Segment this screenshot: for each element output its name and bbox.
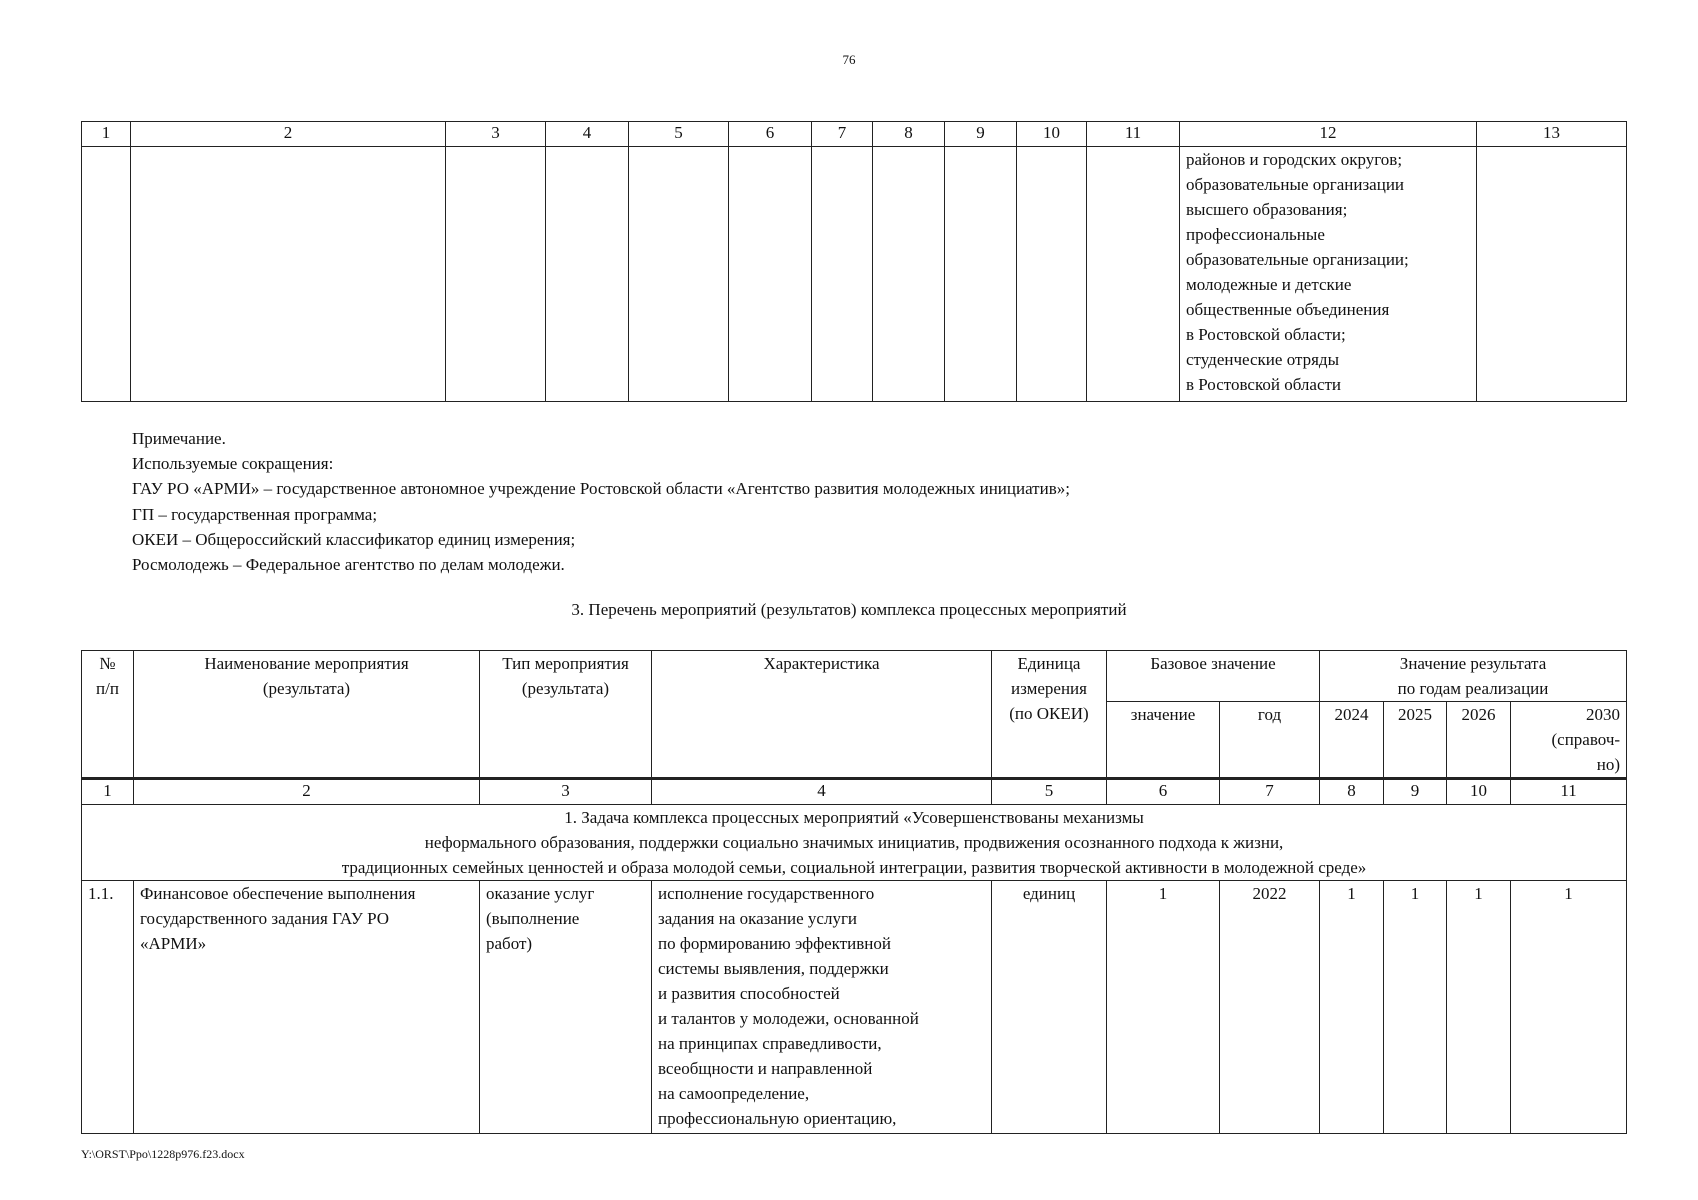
header-cell: 11 <box>1087 122 1180 147</box>
header-result: Значение результата по годам реализации <box>1320 651 1627 702</box>
row-name: Финансовое обеспечение выполнения государственного задания ГАУ РО «АРМИ» <box>134 881 480 1134</box>
participant-line: в Ростовской области <box>1186 375 1342 394</box>
column-number: 2 <box>134 779 480 805</box>
header-type: Тип мероприятия (результата) <box>480 651 652 779</box>
participant-line: районов и городских округов; <box>1186 150 1403 169</box>
row-num: 1.1. <box>82 881 134 1134</box>
header-cell: 5 <box>629 122 729 147</box>
header-2030: 2030 (справоч- но) <box>1511 702 1627 779</box>
row-2030: 1 <box>1511 881 1627 1134</box>
column-number-row <box>82 779 1627 805</box>
row-characteristic: исполнение государственного задания на оказание услуги по формированию эффективной системы выявления, поддержки и развития способностей и талантов у молодежи, основанной на принципах справедливости, всеобщности и направленной на самоопределение, профессиональную ориентацию, <box>652 881 992 1134</box>
header-2024: 2024 <box>1320 702 1384 779</box>
continuation-table <box>81 121 1627 402</box>
header-base-year: год <box>1220 702 1320 779</box>
row-base-value: 1 <box>1107 881 1220 1134</box>
participant-line: в Ростовской области; <box>1186 325 1346 344</box>
participant-line: образовательные организации; <box>1186 250 1409 269</box>
column-number: 8 <box>1320 779 1384 805</box>
column-number: 7 <box>1220 779 1320 805</box>
header-cell: 12 <box>1180 122 1477 147</box>
note-line: ГАУ РО «АРМИ» – государственное автономное учреждение Ростовской области «Агентство развития молодежных инициатив»; <box>132 479 1070 499</box>
table-row <box>82 881 1627 1134</box>
column-number: 4 <box>652 779 992 805</box>
header-2026: 2026 <box>1447 702 1511 779</box>
row-2025: 1 <box>1384 881 1447 1134</box>
table-header-row <box>82 122 1627 147</box>
column-number: 5 <box>992 779 1107 805</box>
note-line: Примечание. <box>132 429 226 448</box>
column-number: 9 <box>1384 779 1447 805</box>
participant-line: высшего образования; <box>1186 200 1348 219</box>
header-characteristic: Характеристика <box>652 651 992 779</box>
note-line: Используемые сокращения: <box>132 454 334 474</box>
header-2025: 2025 <box>1384 702 1447 779</box>
row-base-year: 2022 <box>1220 881 1320 1134</box>
note-line: ГП – государственная программа; <box>132 504 378 524</box>
header-cell: 1 <box>82 122 131 147</box>
page-number: 76 <box>842 52 856 67</box>
row-2026: 1 <box>1447 881 1511 1134</box>
header-cell: 7 <box>812 122 873 147</box>
header-cell: 10 <box>1017 122 1087 147</box>
header-cell: 13 <box>1477 122 1627 147</box>
note-line: ОКЕИ – Общероссийский классификатор единиц измерения; <box>132 529 576 549</box>
file-path-footer: Y:\ORST\Ppo\1228p976.f23.docx <box>81 1147 245 1161</box>
row-type: оказание услуг (выполнение работ) <box>480 881 652 1134</box>
measures-table <box>81 650 1627 1134</box>
column-number: 10 <box>1447 779 1511 805</box>
header-cell: 6 <box>729 122 812 147</box>
header-unit: Единица измерения (по ОКЕИ) <box>992 651 1107 779</box>
note-line: Росмолодежь – Федеральное агентство по делам молодежи. <box>132 555 565 575</box>
column-number: 11 <box>1511 779 1627 805</box>
row-unit: единиц <box>992 881 1107 1134</box>
task-row <box>82 805 1627 881</box>
header-cell: 9 <box>945 122 1017 147</box>
column-number: 3 <box>480 779 652 805</box>
column-number: 6 <box>1107 779 1220 805</box>
participant-line: общественные объединения <box>1186 300 1390 319</box>
task-title: 1. Задача комплекса процессных мероприятий «Усовершенствованы механизмы неформального образования, поддержки социально значимых инициатив, продвижения осознанного подхода к жизни, традиционных семейных ценностей и образа молодой семьи, социальной интеграции, развития творческой активности в молодежной среде» <box>82 805 1627 881</box>
header-cell: 8 <box>873 122 945 147</box>
table-row <box>82 147 1627 402</box>
participant-line: молодежные и детские <box>1186 275 1352 294</box>
abbreviations-note <box>132 426 1592 577</box>
participant-line: профессиональные <box>1186 225 1325 244</box>
participant-line: образовательные организации <box>1186 175 1405 194</box>
header-cell: 3 <box>446 122 546 147</box>
section-title: 3. Перечень мероприятий (результатов) комплекса процессных мероприятий <box>571 600 1127 619</box>
participants-cell <box>1180 147 1477 402</box>
header-cell: 2 <box>131 122 446 147</box>
header-base: Базовое значение <box>1107 651 1320 702</box>
header-name: Наименование мероприятия (результата) <box>134 651 480 779</box>
table-header-row <box>82 651 1627 702</box>
header-base-value: значение <box>1107 702 1220 779</box>
header-cell: 4 <box>546 122 629 147</box>
participant-line: студенческие отряды <box>1186 350 1339 369</box>
column-number: 1 <box>82 779 134 805</box>
header-num: № п/п <box>82 651 134 779</box>
row-2024: 1 <box>1320 881 1384 1134</box>
